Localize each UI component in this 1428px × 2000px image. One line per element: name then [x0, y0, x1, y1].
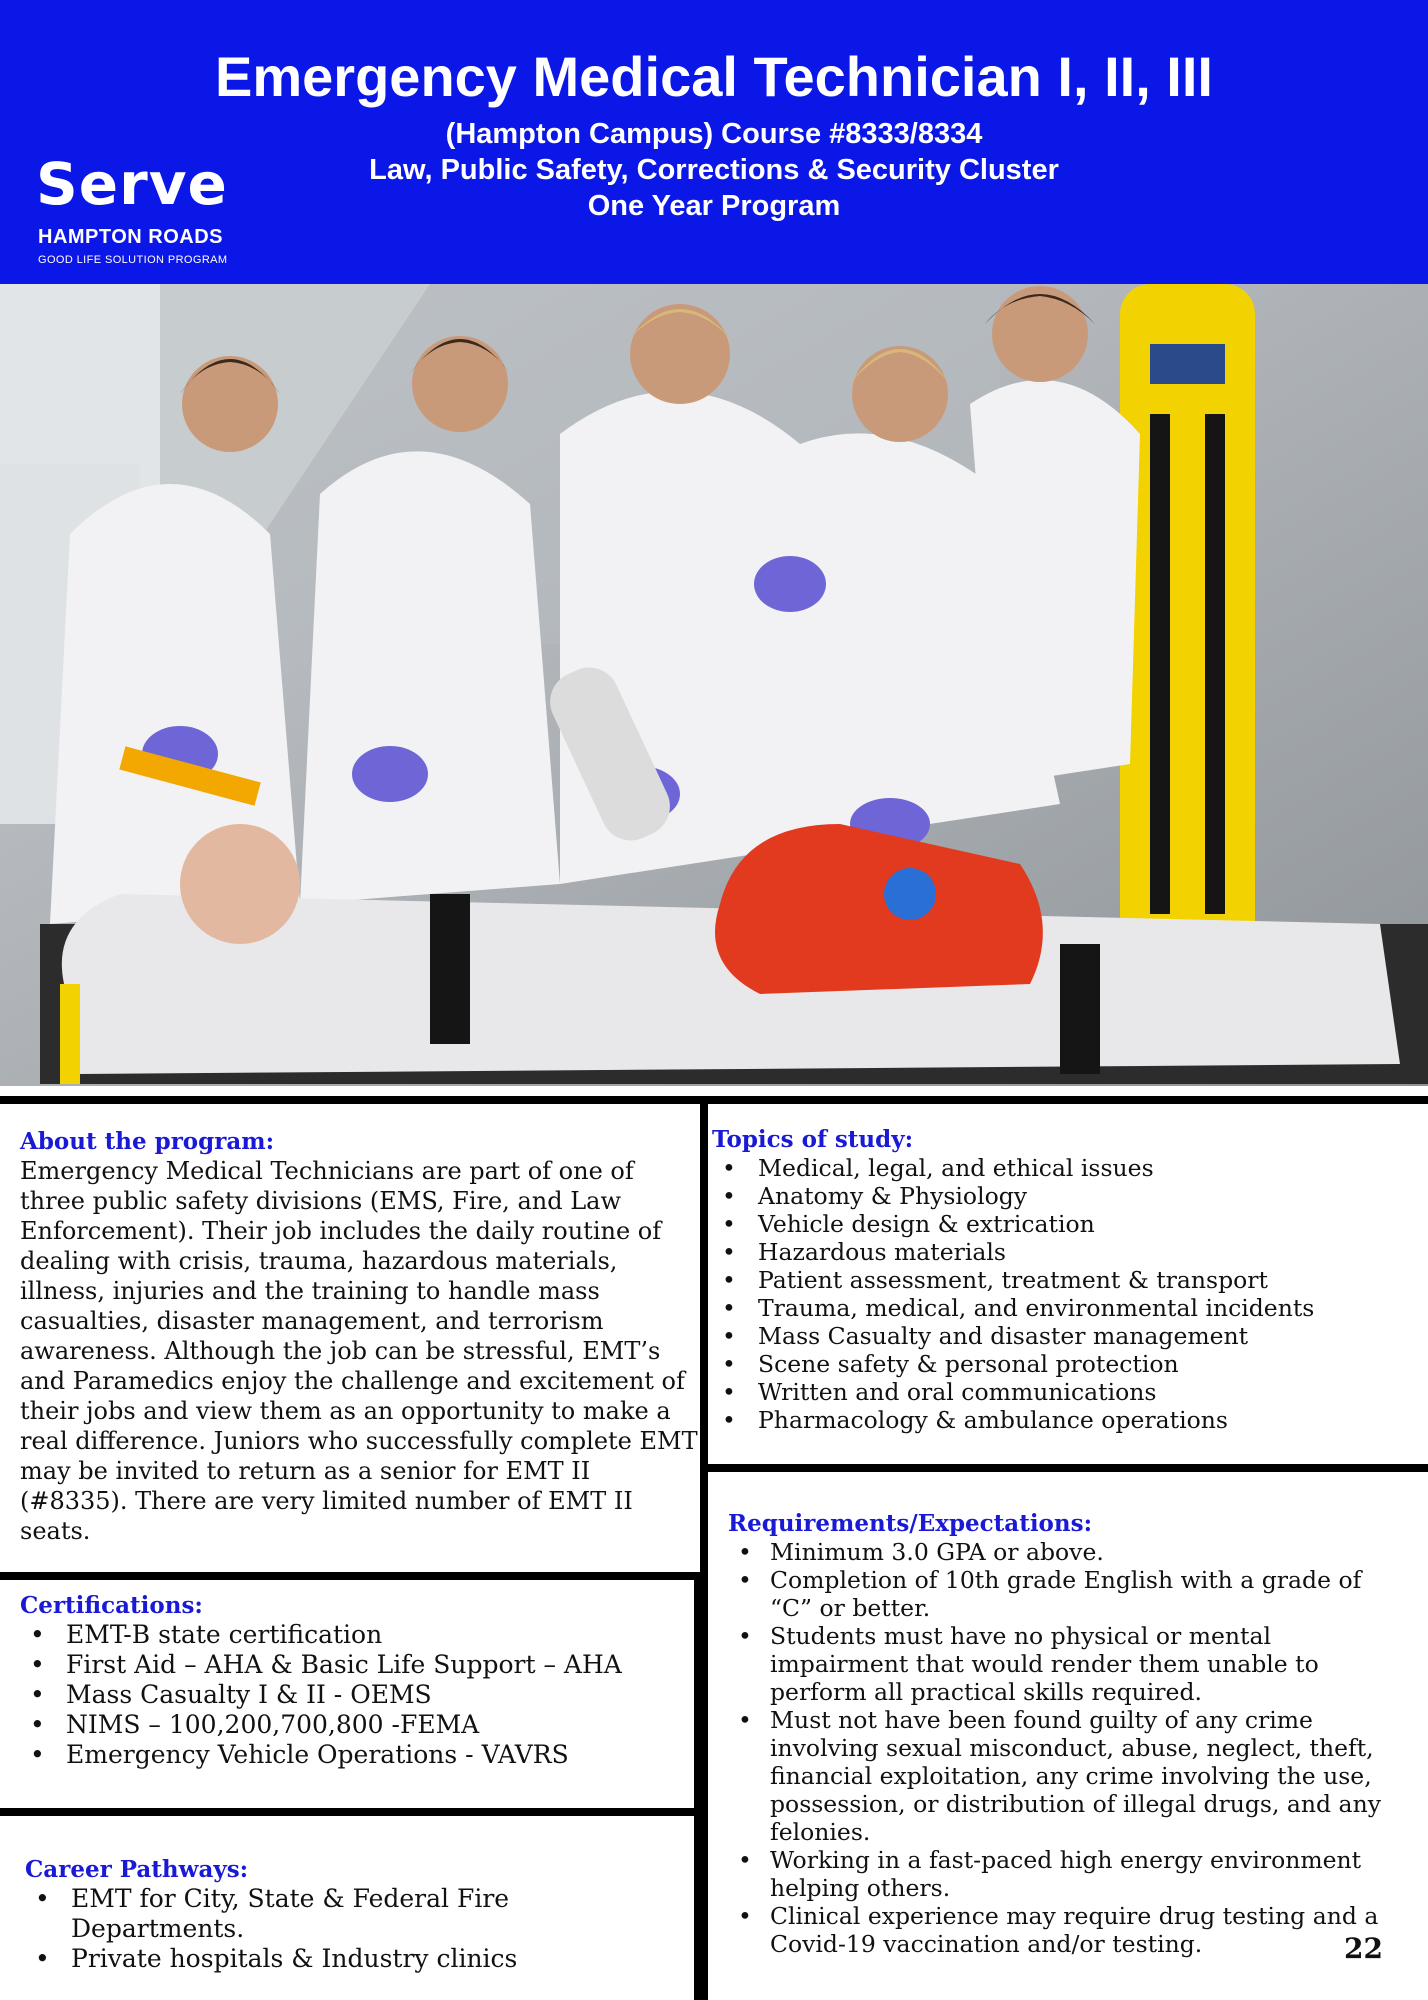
- subtitle-course: (Hampton Campus) Course #8333/8334: [445, 118, 983, 150]
- about-heading: About the program:: [20, 1128, 275, 1155]
- topics-heading: Topics of study:: [712, 1126, 914, 1153]
- list-item: • EMT for City, State & Federal Fire Departments.: [25, 1884, 685, 1944]
- logo-tagline: GOOD LIFE SOLUTION PROGRAM: [38, 254, 228, 266]
- list-item: • Clinical experience may require drug testing and a Covid-19 vaccination and/or testing.: [728, 1902, 1408, 1958]
- emt-students-photo: [0, 284, 1428, 1086]
- about-section: [20, 1128, 700, 1546]
- list-item: • Trauma, medical, and environmental incidents: [712, 1294, 1412, 1322]
- divider-topics-bottom: [708, 1464, 1428, 1472]
- career-list: [25, 1884, 685, 1974]
- list-item: • Must not have been found guilty of any crime involving sexual misconduct, abuse, neglect, theft, financial exploitation, any crime involving the use, possession, or distribution of illegal drugs, and any felonies.: [728, 1706, 1408, 1846]
- divider-certs-bottom: [0, 1808, 700, 1816]
- list-item: • Vehicle design & extrication: [712, 1210, 1412, 1238]
- header-banner: [0, 0, 1428, 284]
- topics-section: [712, 1126, 1412, 1434]
- divider-top: [0, 1096, 1428, 1104]
- list-item: • Written and oral communications: [712, 1378, 1412, 1406]
- logo-word: Serve: [36, 150, 228, 218]
- requirements-section: [728, 1510, 1408, 1958]
- list-item: • Pharmacology & ambulance operations: [712, 1406, 1412, 1434]
- certifications-list: [20, 1620, 700, 1770]
- career-section: [25, 1856, 685, 1974]
- subtitle-cluster: Law, Public Safety, Corrections & Security Cluster: [369, 154, 1059, 186]
- list-item: • Minimum 3.0 GPA or above.: [728, 1538, 1408, 1566]
- logo-city: HAMPTON ROADS: [38, 226, 224, 248]
- requirements-heading: Requirements/Expectations:: [728, 1510, 1093, 1537]
- list-item: • EMT-B state certification: [20, 1620, 700, 1650]
- divider-vertical: [700, 1104, 708, 2000]
- list-item: • Hazardous materials: [712, 1238, 1412, 1266]
- list-item: • Mass Casualty and disaster management: [712, 1322, 1412, 1350]
- about-body: Emergency Medical Technicians are part of one of three public safety divisions (EMS, Fire, and Law Enforcement). Their job includes the daily routine of dealing with crisis, trauma, hazardous materials, illness, injuries and the training to handle mass casualties, disaster management, and terrorism awareness. Although the job can be stressful, EMT’s and Paramedics enjoy the challenge and excitement of their jobs and view them as an opportunity to make a real difference. Juniors who successfully complete EMT may be invited to return as a senior for EMT II (#8335). There are very limited number of EMT II seats.: [20, 1157, 698, 1545]
- divider-about-bottom: [0, 1572, 700, 1580]
- certifications-section: [20, 1592, 700, 1770]
- list-item: • Completion of 10th grade English with a grade of “C” or better.: [728, 1566, 1408, 1622]
- list-item: • Working in a fast-paced high energy environment helping others.: [728, 1846, 1408, 1902]
- list-item: • NIMS – 100,200,700,800 -FEMA: [20, 1710, 700, 1740]
- list-item: • First Aid – AHA & Basic Life Support – AHA: [20, 1650, 700, 1680]
- list-item: • Students must have no physical or mental impairment that would render them unable to perform all practical skills required.: [728, 1622, 1408, 1706]
- list-item: • Anatomy & Physiology: [712, 1182, 1412, 1210]
- subtitle-duration: One Year Program: [587, 190, 841, 222]
- list-item: • Private hospitals & Industry clinics: [25, 1944, 685, 1974]
- requirements-list: [728, 1538, 1408, 1958]
- list-item: • Patient assessment, treatment & transport: [712, 1266, 1412, 1294]
- emt-students-with-training-mannequin-photo-icon: [0, 284, 1428, 1086]
- list-item: • Mass Casualty I & II - OEMS: [20, 1680, 700, 1710]
- list-item: • Scene safety & personal protection: [712, 1350, 1412, 1378]
- certifications-heading: Certifications:: [20, 1592, 203, 1619]
- career-heading: Career Pathways:: [25, 1856, 249, 1883]
- list-item: • Medical, legal, and ethical issues: [712, 1154, 1412, 1182]
- topics-list: [712, 1154, 1412, 1434]
- page-number: 22: [1344, 1932, 1383, 1965]
- page-title: Emergency Medical Technician I, II, III: [215, 45, 1213, 108]
- list-item: • Emergency Vehicle Operations - VAVRS: [20, 1740, 700, 1770]
- serve-logo: [36, 150, 266, 270]
